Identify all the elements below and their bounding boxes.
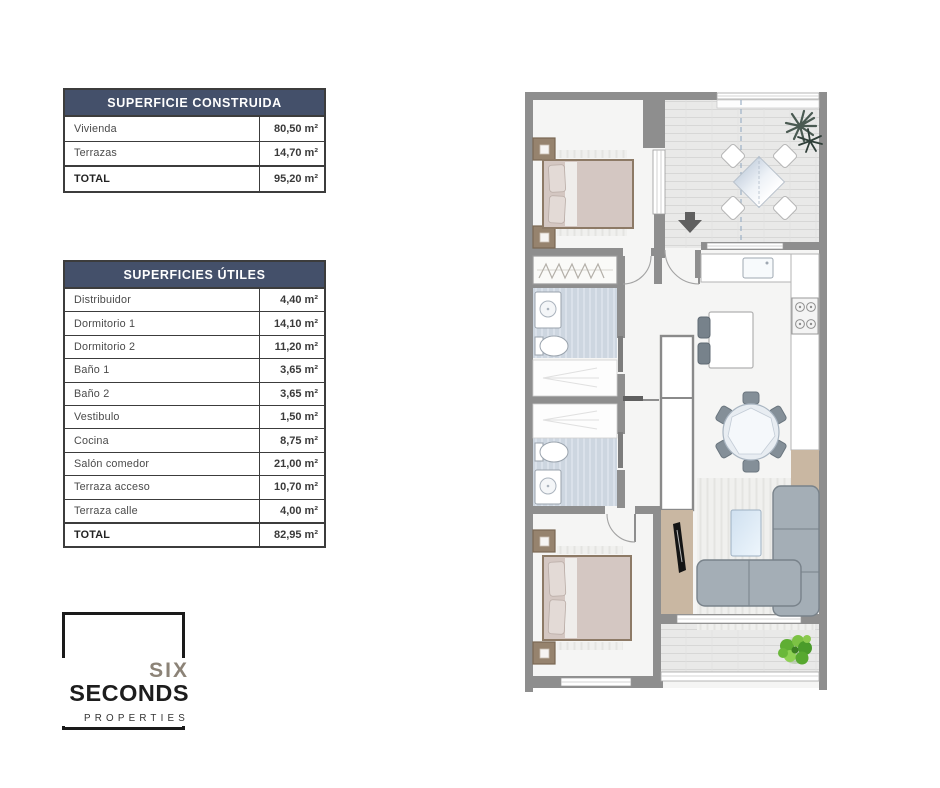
row-value: 80,50 m² xyxy=(259,117,324,141)
railing-icon xyxy=(661,672,819,681)
row-label: Vestibulo xyxy=(74,411,120,424)
toilet-icon xyxy=(535,336,568,356)
table-row xyxy=(65,336,324,359)
row-label: Distribuidor xyxy=(74,294,132,307)
row-value: 3,65 m² xyxy=(259,359,324,381)
shower-icon xyxy=(533,404,617,438)
kitchen-island-icon xyxy=(709,312,753,368)
row-label: Baño 1 xyxy=(74,364,110,377)
row-value: 8,75 m² xyxy=(259,429,324,451)
row-value: 10,70 m² xyxy=(259,476,324,498)
double-bed-icon xyxy=(543,556,631,640)
row-label: Dormitorio 1 xyxy=(74,317,136,330)
row-label: Cocina xyxy=(74,434,109,447)
logo-word-properties: PROPERTIES xyxy=(84,713,189,724)
double-bed-icon xyxy=(543,160,633,228)
table-row xyxy=(65,500,324,523)
row-label: Terrazas xyxy=(74,147,117,160)
row-value: 3,65 m² xyxy=(259,383,324,405)
logo-word-six: SIX xyxy=(149,658,189,682)
bed-fringe xyxy=(557,642,623,650)
total-label: TOTAL xyxy=(74,172,110,185)
row-value: 14,70 m² xyxy=(259,142,324,166)
kitchen-counter-icon xyxy=(791,254,819,450)
table-row xyxy=(65,406,324,429)
table-row xyxy=(65,453,324,476)
usable-surface-table-title: SUPERFICIES ÚTILES xyxy=(65,262,324,289)
row-value: 1,50 m² xyxy=(259,406,324,428)
table-total-row xyxy=(65,523,324,546)
washbasin-icon xyxy=(535,292,561,328)
shower-icon xyxy=(533,360,617,396)
row-label: Terraza calle xyxy=(74,504,138,517)
wardrobe-icon xyxy=(533,256,617,284)
row-label: Salón comedor xyxy=(74,457,150,470)
washbasin-icon xyxy=(535,470,561,504)
total-label: TOTAL xyxy=(74,529,110,542)
bed-fringe xyxy=(557,546,623,554)
row-label: Dormitorio 2 xyxy=(74,340,136,353)
row-label: Baño 2 xyxy=(74,387,110,400)
row-label: Vivienda xyxy=(74,122,117,135)
cooktop-icon xyxy=(792,298,818,334)
hallway-closet xyxy=(661,336,693,510)
apartment-floorplan xyxy=(517,86,835,700)
usable-surface-table xyxy=(63,260,326,548)
bedroom2-window-icon xyxy=(561,678,631,686)
table-row xyxy=(65,429,324,452)
kitchen-window-icon xyxy=(707,243,783,249)
railing-icon xyxy=(717,93,819,99)
window-icon xyxy=(653,150,665,214)
table-total-row xyxy=(65,166,324,191)
table-row xyxy=(65,289,324,312)
logo-wordmark xyxy=(59,658,189,726)
sliding-door-icon xyxy=(618,336,623,372)
table-row xyxy=(65,383,324,406)
bedroom1-furniture xyxy=(533,138,633,248)
row-value: 21,00 m² xyxy=(259,453,324,475)
table-row xyxy=(65,117,324,142)
logo-word-seconds: SECONDS xyxy=(69,680,189,707)
table-row xyxy=(65,476,324,499)
built-surface-table-title: SUPERFICIE CONSTRUIDA xyxy=(65,90,324,117)
table-row xyxy=(65,359,324,382)
row-value: 4,00 m² xyxy=(259,500,324,522)
total-value: 82,95 m² xyxy=(259,524,324,546)
table-row xyxy=(65,312,324,335)
built-surface-table xyxy=(63,88,326,193)
total-value: 95,20 m² xyxy=(259,167,324,191)
sliding-door-handle xyxy=(623,396,643,401)
kitchen-sink-icon xyxy=(743,258,773,278)
row-value: 4,40 m² xyxy=(259,289,324,311)
bedroom2-furniture xyxy=(533,530,631,664)
row-value: 11,20 m² xyxy=(259,336,324,358)
coffee-table-icon xyxy=(731,510,761,556)
bed-fringe xyxy=(557,228,627,236)
table-row xyxy=(65,142,324,167)
row-value: 14,10 m² xyxy=(259,312,324,334)
toilet-icon xyxy=(535,442,568,462)
row-label: Terraza acceso xyxy=(74,481,151,494)
terrace-step xyxy=(717,100,819,108)
dining-table-icon xyxy=(723,404,779,460)
bed-fringe xyxy=(557,150,627,158)
six-seconds-properties-logo xyxy=(62,612,189,730)
sliding-door-icon xyxy=(618,432,623,468)
